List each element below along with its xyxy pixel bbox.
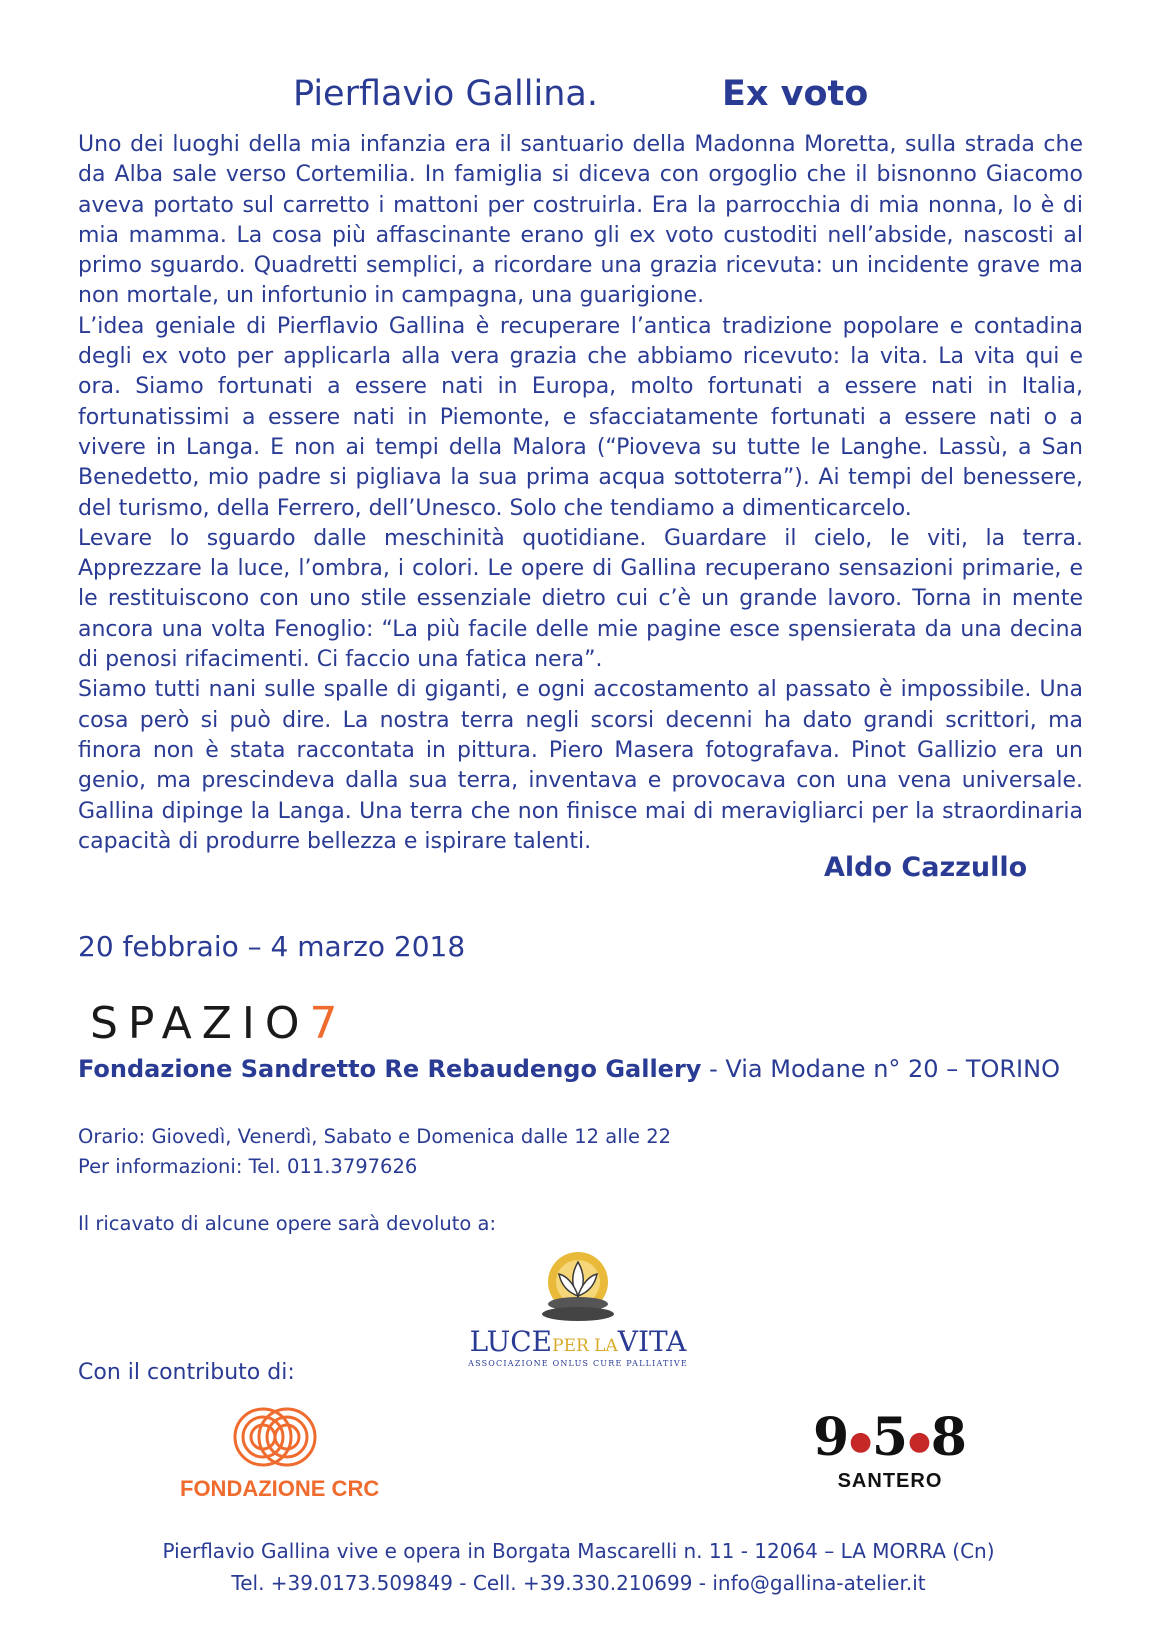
footer-contact bbox=[0, 1535, 1157, 1599]
essay-author: Aldo Cazzullo bbox=[824, 852, 1028, 883]
info-phone: Per informazioni: Tel. 011.3797626 bbox=[78, 1155, 418, 1178]
santero-logo-digits: 9●5●8 bbox=[813, 1407, 967, 1468]
santero-958-logo bbox=[800, 1407, 980, 1492]
interlocking-circles-icon bbox=[225, 1402, 325, 1472]
crc-logo-text: FONDAZIONE CRC bbox=[180, 1476, 380, 1501]
footer-address: Pierflavio Gallina vive e opera in Borgata Mascarelli n. 11 - 12064 – LA MORRA (Cn) bbox=[162, 1539, 995, 1563]
contributors-label: Con il contributo di: bbox=[78, 1360, 295, 1385]
exhibition-dates: 20 febbraio – 4 marzo 2018 bbox=[78, 930, 466, 963]
essay-paragraph: Uno dei luoghi della mia infanzia era il santuario della Madonna Moretta, sulla strada che da Alba sale verso Cortemilia. In famiglia si diceva con orgoglio che il bisnonno Giacomo aveva portato sul carretto i mattoni per costruirla. Era la parrocchia di mia nonna, lo è di mia mamma. La cosa più affascinante erano gli ex voto custoditi nell’abside, nascosti al primo sguardo. Quadretti semplici, a ricordare una grazia ricevuta: un incidente grave ma non mortale, un infortunio in campagna, una guarigione. bbox=[78, 132, 1083, 309]
spazio7-logo-text: SPAZIO bbox=[90, 998, 310, 1049]
essay-paragraph: Siamo tutti nani sulle spalle di giganti, e ogni accostamento al passato è impossibile. Una cosa però si può dire. La nostra terra negli scorsi decenni ha dato grandi scrittori, ma finora non è stata raccontata in pittura. Piero Masera fotografava. Pinot Gallizio era un genio, ma prescindeva dalla sua terra, inventava e provocava con una vena universale. Gallina dipinge la Langa. Una terra che non finisce mai di meravigliarci per la straordinaria capacità di produrre bellezza e ispirare talenti. bbox=[78, 677, 1083, 854]
spazio7-logo-digit: 7 bbox=[309, 998, 348, 1049]
essay-paragraph: L’idea geniale di Pierflavio Gallina è recuperare l’antica tradizione popolare e contadina degli ex voto per applicarla alla vera grazia che abbiamo ricevuto: la vita. La vita qui e ora. Siamo fortunati a essere nati in Europa, molto fortunati a essere nati in Italia, fortunatissimi a essere nati in Piemonte, e sfacciatamente fortunati a essere nati o a vivere in Langa. E non ai tempi della Malora (“Pioveva su tutte le Langhe. Lassù, a San Benedetto, mio padre si pigliava la sua prima acqua sottoterra”). Ai tempi del benessere, del turismo, della Ferrero, dell’Unesco. Solo che tendiamo a dimenticarcelo. bbox=[78, 313, 1083, 521]
spazio7-logo bbox=[90, 998, 348, 1049]
essay-paragraph: Levare lo sguardo dalle meschinità quotidiane. Guardare il cielo, le viti, la terra. Apprezzare la luce, l’ombra, i colori. Le opere di Gallina recuperano sensazioni primarie, e le restituiscono con uno stile essenziale dietro cui c’è un grande lavoro. Torna in mente ancora una volta Fenoglio: “La più facile delle mie pagine esce spensierata da una decina di penosi rifacimenti. Ci faccio una fatica nera”. bbox=[78, 525, 1083, 673]
opening-hours: Orario: Giovedì, Venerdì, Sabato e Domenica dalle 12 alle 22 bbox=[78, 1125, 672, 1148]
santero-logo-name: SANTERO bbox=[837, 1469, 943, 1492]
venue-address: - Via Modane n° 20 – TORINO bbox=[701, 1055, 1060, 1083]
footer-phones-email: Tel. +39.0173.509849 - Cell. +39.330.210699 - info@gallina-atelier.it bbox=[231, 1571, 926, 1595]
luce-logo-subtitle: ASSOCIAZIONE ONLUS CURE PALLIATIVE bbox=[468, 1359, 688, 1368]
artist-name: Pierflavio Gallina. bbox=[293, 74, 598, 114]
opening-info bbox=[78, 1122, 671, 1182]
proceeds-label: Il ricavato di alcune opere sarà devoluto a: bbox=[78, 1212, 497, 1235]
page-title bbox=[0, 70, 1157, 120]
luce-per-la-vita-logo bbox=[463, 1250, 693, 1372]
luce-logo-name: LUCEPER LAVITA bbox=[469, 1325, 687, 1358]
venue-line bbox=[78, 1055, 1060, 1083]
venue-name: Fondazione Sandretto Re Rebaudengo Gallery bbox=[78, 1055, 702, 1083]
lotus-sun-icon bbox=[533, 1250, 623, 1322]
essay-text bbox=[78, 130, 1083, 857]
exhibition-title: Ex voto bbox=[722, 74, 869, 114]
fondazione-crc-logo bbox=[180, 1402, 380, 1502]
